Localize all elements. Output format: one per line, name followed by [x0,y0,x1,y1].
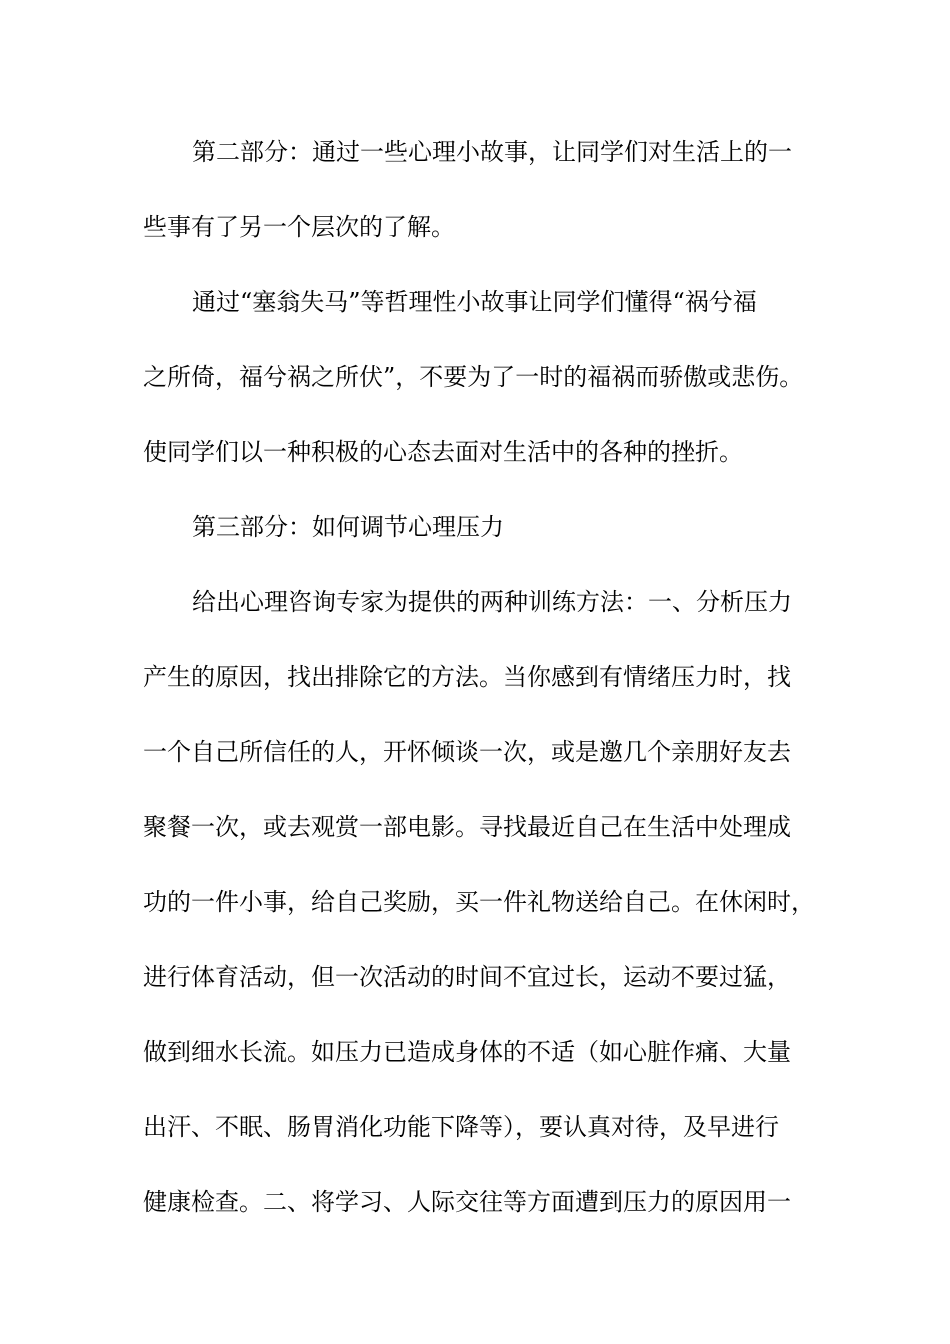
paragraph-line: 出汗、不眠、肠胃消化功能下降等），要认真对待，及早进行 [143,1113,779,1141]
paragraph-line: 健康检查。二、将学习、人际交往等方面遭到压力的原因用一 [143,1188,791,1216]
paragraph-line: 通过“塞翁失马”等哲理性小故事让同学们懂得“祸兮福 [192,288,757,316]
paragraph-line: 功的一件小事，给自己奖励，买一件礼物送给自己。在休闲时， [143,888,815,916]
paragraph-line: 做到细水长流。如压力已造成身体的不适（如心脏作痛、大量 [143,1038,791,1066]
paragraph-line: 第二部分：通过一些心理小故事，让同学们对生活上的一 [192,138,792,166]
paragraph-line: 产生的原因，找出排除它的方法。当你感到有情绪压力时，找 [143,663,791,691]
paragraph-line: 使同学们以一种积极的心态去面对生活中的各种的挫折。 [143,438,743,466]
paragraph-line: 进行体育活动，但一次活动的时间不宜过长，运动不要过猛， [143,963,791,991]
paragraph-line: 聚餐一次，或去观赏一部电影。寻找最近自己在生活中处理成 [143,813,791,841]
paragraph-line: 之所倚，福兮祸之所伏”，不要为了一时的福祸而骄傲或悲伤。 [143,363,804,391]
paragraph-line: 些事有了另一个层次的了解。 [143,213,455,241]
paragraph-line: 一个自己所信任的人，开怀倾谈一次，或是邀几个亲朋好友去 [143,738,791,766]
paragraph-line: 给出心理咨询专家为提供的两种训练方法：一、分析压力 [192,588,792,616]
section-heading: 第三部分：如何调节心理压力 [192,513,504,541]
